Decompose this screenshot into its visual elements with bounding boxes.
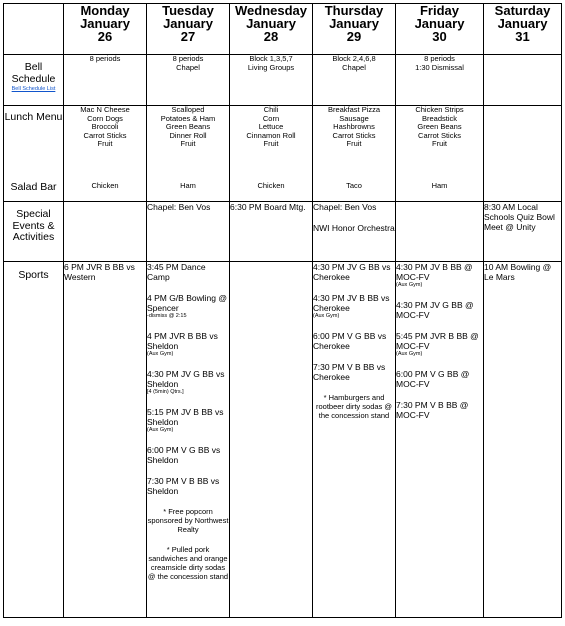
special-cell-saturday: 8:30 AM Local Schools Quiz Bowl Meet @ Unity [484, 202, 562, 262]
sports-cell-wednesday [230, 262, 313, 618]
bell-schedule-list-link[interactable]: Bell Schedule List [11, 86, 56, 92]
lunch-cell-tuesday: Scalloped Potatoes & Ham Green Beans Dinner Roll Fruit Ham [147, 106, 230, 202]
day-header-tuesday: Tuesday January 27 [147, 4, 230, 55]
sports-event: 3:45 PM Dance Camp [147, 262, 206, 282]
sports-label: Sports [4, 262, 64, 618]
day-header-monday: Monday January 26 [64, 4, 147, 55]
day-header-friday: Friday January 30 [396, 4, 484, 55]
sports-event: 4:30 PM JV B BB vs Cherokee (Aux Gym) [313, 293, 390, 319]
sports-row [4, 262, 562, 618]
bell-cell-wednesday: Block 1,3,5,7 Living Groups [230, 55, 313, 106]
special-cell-thursday: Chapel: Ben Vos NWI Honor Orchestra [313, 202, 396, 262]
lunch-cell-thursday: Breakfast Pizza Sausage Hashbrowns Carrot Sticks Fruit Taco [313, 106, 396, 202]
sports-event: 4:30 PM JV G BB vs Sheldon [4 (5min) Qtrs.] [147, 369, 225, 395]
corner-cell [4, 4, 64, 55]
special-events-row [4, 202, 562, 262]
lunch-cell-friday: Chicken Strips Breadstick Green Beans Carrot Sticks Fruit Ham [396, 106, 484, 202]
day-header-saturday: Saturday January 31 [484, 4, 562, 55]
concession-note: * Hamburgers and rootbeer dirty sodas @ the concession stand [316, 393, 392, 420]
bell-schedule-label: Bell Schedule Bell Schedule List [4, 55, 64, 106]
lunch-cell-wednesday: Chili Corn Lettuce Cinnamon Roll Fruit Chicken [230, 106, 313, 202]
sports-cell-friday [396, 262, 484, 618]
bell-cell-friday: 8 periods 1:30 Dismissal [396, 55, 484, 106]
special-cell-monday [64, 202, 147, 262]
concession-note: * Pulled pork sandwiches and orange creamsicle dirty sodas @ the concession stand [147, 545, 229, 581]
lunch-cell-saturday [484, 106, 562, 202]
salad-bar-label: Salad Bar [10, 181, 57, 193]
sports-event: 7:30 PM V B BB vs Cherokee [313, 362, 386, 382]
lunch-row [4, 106, 562, 202]
salad-bar-tuesday: Ham [180, 181, 196, 190]
bell-cell-thursday: Block 2,4,6,8 Chapel [313, 55, 396, 106]
sports-event: 7:30 PM V B BB vs Sheldon [147, 476, 220, 496]
sports-cell-saturday [484, 262, 562, 618]
sports-event: 6:00 PM V G BB vs Cherokee [313, 331, 387, 351]
weekly-schedule-table [3, 3, 562, 618]
sports-cell-monday [64, 262, 147, 618]
bell-cell-monday: 8 periods [64, 55, 147, 106]
special-cell-tuesday: Chapel: Ben Vos [147, 202, 230, 262]
concession-note: * Free popcorn sponsored by Northwest Realty [147, 507, 229, 534]
sports-event: 4 PM G/B Bowling @ Spencer -dismiss @ 2:15 [147, 293, 227, 319]
special-events-label: Special Events & Activities [4, 202, 64, 262]
salad-bar-friday: Ham [431, 181, 448, 190]
sports-event: 5:45 PM JVR B BB @ MOC-FV (Aux Gym) [396, 331, 479, 357]
sports-event: 4:30 PM JV G BB @ MOC-FV [396, 300, 474, 320]
sports-event: 5:15 PM JV B BB vs Sheldon (Aux Gym) [147, 407, 224, 433]
header-row [4, 4, 562, 55]
special-cell-wednesday: 6:30 PM Board Mtg. [230, 202, 313, 262]
salad-bar-thursday: Taco [346, 181, 362, 190]
sports-event: 7:30 PM V B BB @ MOC-FV [396, 400, 469, 420]
sports-cell-tuesday [147, 262, 230, 618]
sports-event: 6:00 PM V G BB vs Sheldon [147, 445, 221, 465]
day-header-wednesday: Wednesday January 28 [230, 4, 313, 55]
day-header-thursday: Thursday January 29 [313, 4, 396, 55]
sports-event: 4:30 PM JV G BB vs Cherokee [313, 262, 391, 282]
lunch-menu-label: Lunch Menu Salad Bar [4, 106, 64, 202]
sports-event: 6:00 PM V G BB @ MOC-FV [396, 369, 470, 389]
lunch-cell-monday: Mac N Cheese Corn Dogs Broccoli Carrot Sticks Fruit Chicken [64, 106, 147, 202]
sports-event: 6 PM JVR B BB vs Western [64, 262, 135, 282]
salad-bar-monday: Chicken [91, 181, 119, 190]
bell-cell-tuesday: 8 periods Chapel [147, 55, 230, 106]
sports-cell-thursday [313, 262, 396, 618]
special-cell-friday [396, 202, 484, 262]
sports-event: 10 AM Bowling @ Le Mars [484, 262, 552, 282]
sports-event: 4 PM JVR B BB vs Sheldon (Aux Gym) [147, 331, 218, 357]
sports-event: 4:30 PM JV B BB @ MOC-FV (Aux Gym) [396, 262, 473, 288]
bell-schedule-row [4, 55, 562, 106]
salad-bar-wednesday: Chicken [257, 181, 285, 190]
bell-cell-saturday [484, 55, 562, 106]
